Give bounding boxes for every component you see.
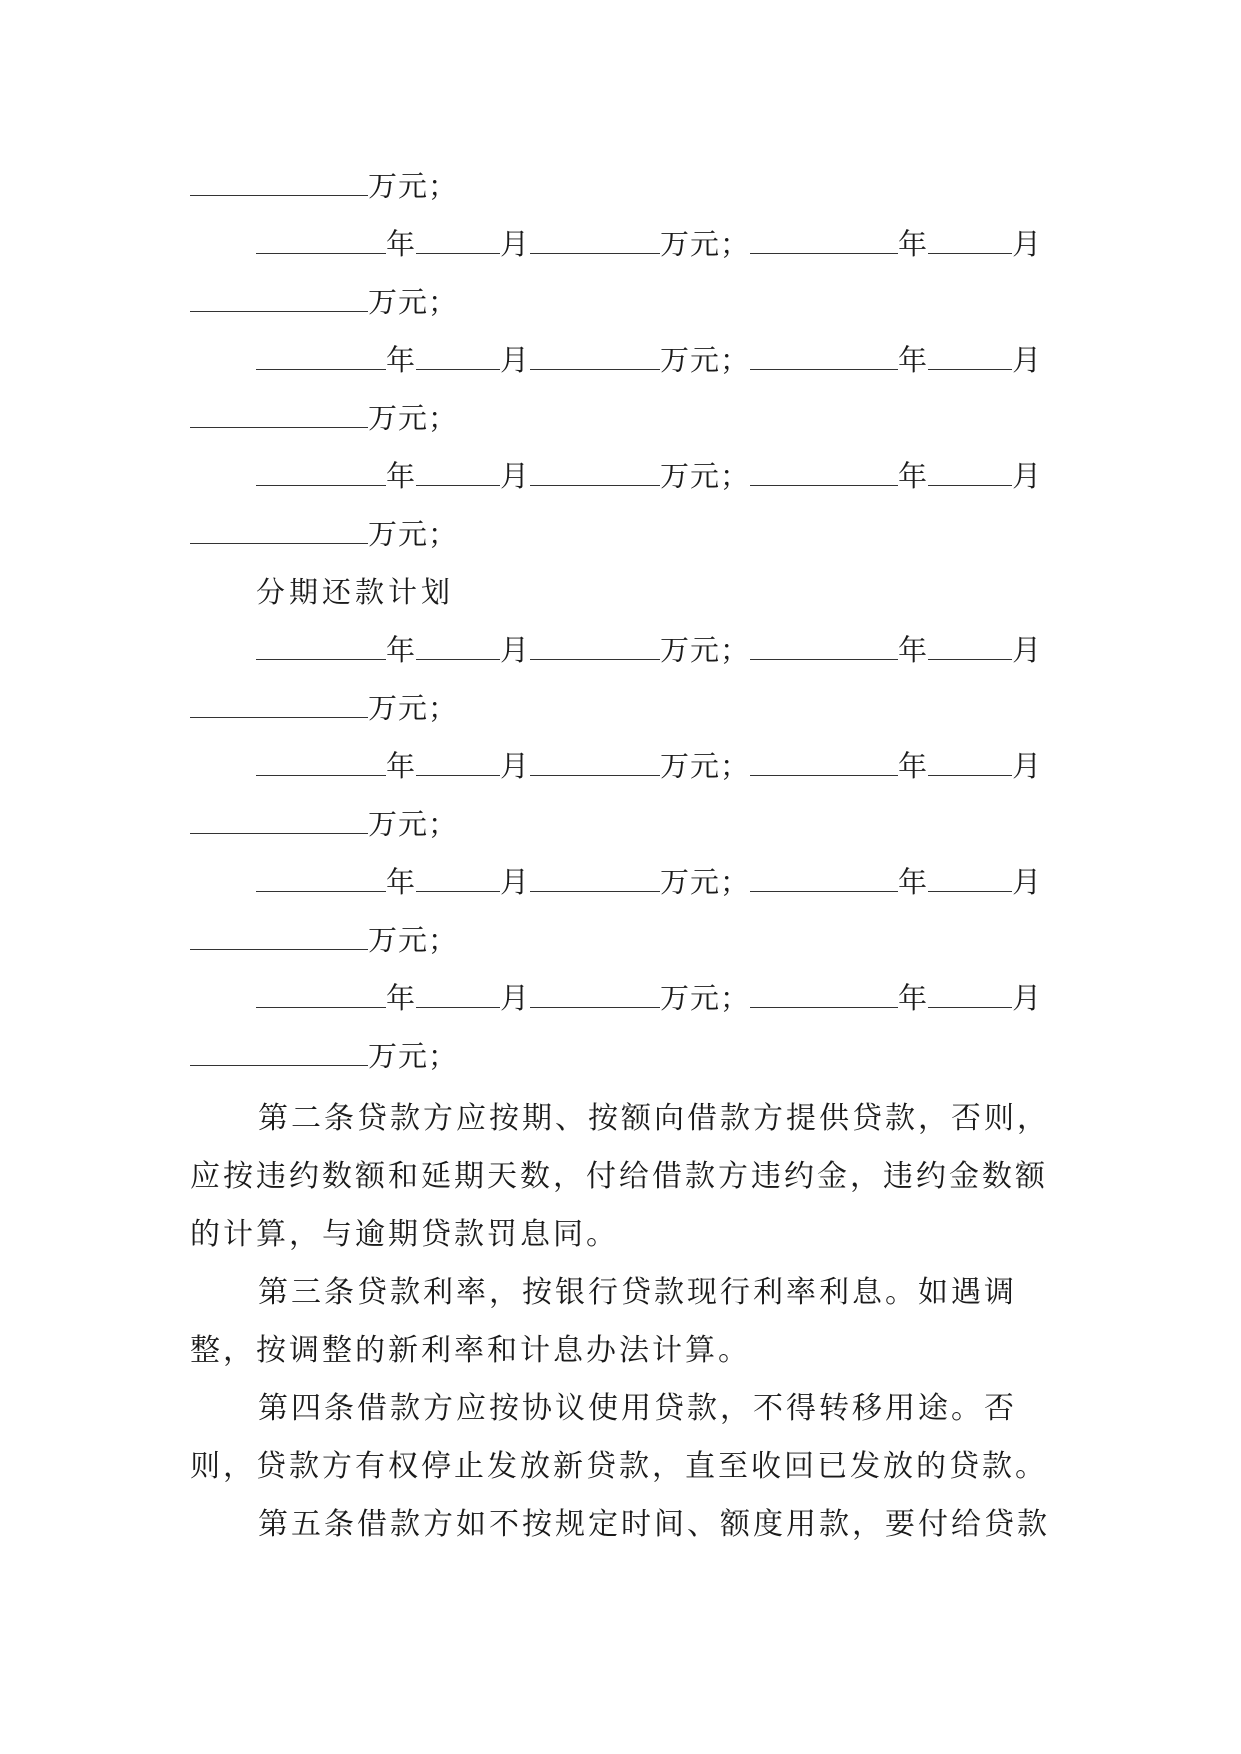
month-blank[interactable] [928,981,1012,1008]
article-4: 第四条借款方应按协议使用贷款，不得转移用途。否则，贷款方有权停止发放新贷款，直至收回已发放的贷款。 [190,1391,1048,1484]
year-label: 年 [386,633,417,667]
schedule-heading: 分期还款计划 [256,575,455,609]
month-label: 月 [1012,749,1043,783]
amount-blank[interactable] [530,865,660,892]
amount-line [190,920,458,960]
year-blank[interactable] [750,459,898,486]
month-blank[interactable] [416,459,500,486]
year-blank[interactable] [750,633,898,660]
amount-unit: 万元； [660,981,751,1015]
month-blank[interactable] [928,343,1012,370]
date-amount-row [256,340,1042,380]
year-label: 年 [898,343,929,377]
month-label: 月 [1012,981,1043,1015]
amount-unit: 万元； [660,749,751,783]
amount-unit: 万元； [660,343,751,377]
amount-line [190,166,458,206]
year-label: 年 [898,633,929,667]
month-blank[interactable] [416,343,500,370]
article-5: 第五条借款方如不按规定时间、额度用款，要付给贷款 [258,1507,1050,1542]
amount-unit: 万元； [368,807,459,841]
year-label: 年 [386,343,417,377]
month-blank[interactable] [928,749,1012,776]
article-3: 第三条贷款利率，按银行贷款现行利率利息。如遇调整，按调整的新利率和计息办法计算。 [190,1275,1017,1368]
year-label: 年 [386,749,417,783]
month-label: 月 [1012,227,1043,261]
amount-line [190,514,458,554]
year-label: 年 [386,865,417,899]
year-label: 年 [386,459,417,493]
month-label: 月 [500,227,531,261]
month-label: 月 [1012,865,1043,899]
amount-unit: 万元； [660,459,751,493]
amount-unit: 万元； [368,169,459,203]
amount-blank[interactable] [530,633,660,660]
year-blank[interactable] [750,749,898,776]
year-label: 年 [898,981,929,1015]
month-blank[interactable] [416,633,500,660]
month-blank[interactable] [416,981,500,1008]
date-amount-row [256,978,1042,1018]
amount-unit: 万元； [368,1039,459,1073]
year-blank[interactable] [256,227,386,254]
year-label: 年 [898,865,929,899]
amount-unit: 万元； [660,633,751,667]
month-label: 月 [1012,633,1043,667]
amount-unit: 万元； [660,865,751,899]
year-blank[interactable] [256,343,386,370]
amount-blank[interactable] [190,285,368,312]
year-label: 年 [898,749,929,783]
date-amount-row [256,630,1042,670]
year-blank[interactable] [750,865,898,892]
amount-unit: 万元； [368,401,459,435]
date-amount-row [256,746,1042,786]
amount-blank[interactable] [530,227,660,254]
month-blank[interactable] [928,227,1012,254]
article-2: 第二条贷款方应按期、按额向借款方提供贷款，否则，应按违约数额和延期天数，付给借款方违约金，违约金数额的计算，与逾期贷款罚息同。 [190,1101,1050,1252]
amount-unit: 万元； [368,285,459,319]
year-label: 年 [386,981,417,1015]
amount-blank[interactable] [190,401,368,428]
amount-line [190,398,458,438]
amount-blank[interactable] [190,517,368,544]
year-blank[interactable] [750,227,898,254]
year-blank[interactable] [256,981,386,1008]
amount-blank[interactable] [190,169,368,196]
amount-blank[interactable] [530,981,660,1008]
month-blank[interactable] [416,749,500,776]
amount-blank[interactable] [530,749,660,776]
amount-blank[interactable] [530,343,660,370]
month-blank[interactable] [928,459,1012,486]
year-blank[interactable] [256,749,386,776]
amount-unit: 万元； [368,517,459,551]
month-blank[interactable] [928,865,1012,892]
month-label: 月 [500,749,531,783]
amount-blank[interactable] [190,923,368,950]
year-blank[interactable] [750,981,898,1008]
amount-unit: 万元； [660,227,751,261]
amount-unit: 万元； [368,923,459,957]
month-label: 月 [500,343,531,377]
month-blank[interactable] [416,227,500,254]
date-amount-row [256,456,1042,496]
year-blank[interactable] [750,343,898,370]
month-label: 月 [1012,343,1043,377]
month-label: 月 [500,459,531,493]
year-label: 年 [898,459,929,493]
amount-line [190,804,458,844]
month-label: 月 [500,633,531,667]
amount-line [190,688,458,728]
year-blank[interactable] [256,633,386,660]
amount-line [190,282,458,322]
amount-line [190,1036,458,1076]
year-blank[interactable] [256,459,386,486]
month-label: 月 [1012,459,1043,493]
month-label: 月 [500,865,531,899]
year-blank[interactable] [256,865,386,892]
year-label: 年 [386,227,417,261]
date-amount-row [256,224,1042,264]
amount-blank[interactable] [190,691,368,718]
year-label: 年 [898,227,929,261]
date-amount-row [256,862,1042,902]
amount-unit: 万元； [368,691,459,725]
amount-blank[interactable] [190,1039,368,1066]
amount-blank[interactable] [190,807,368,834]
month-blank[interactable] [416,865,500,892]
amount-blank[interactable] [530,459,660,486]
month-blank[interactable] [928,633,1012,660]
month-label: 月 [500,981,531,1015]
